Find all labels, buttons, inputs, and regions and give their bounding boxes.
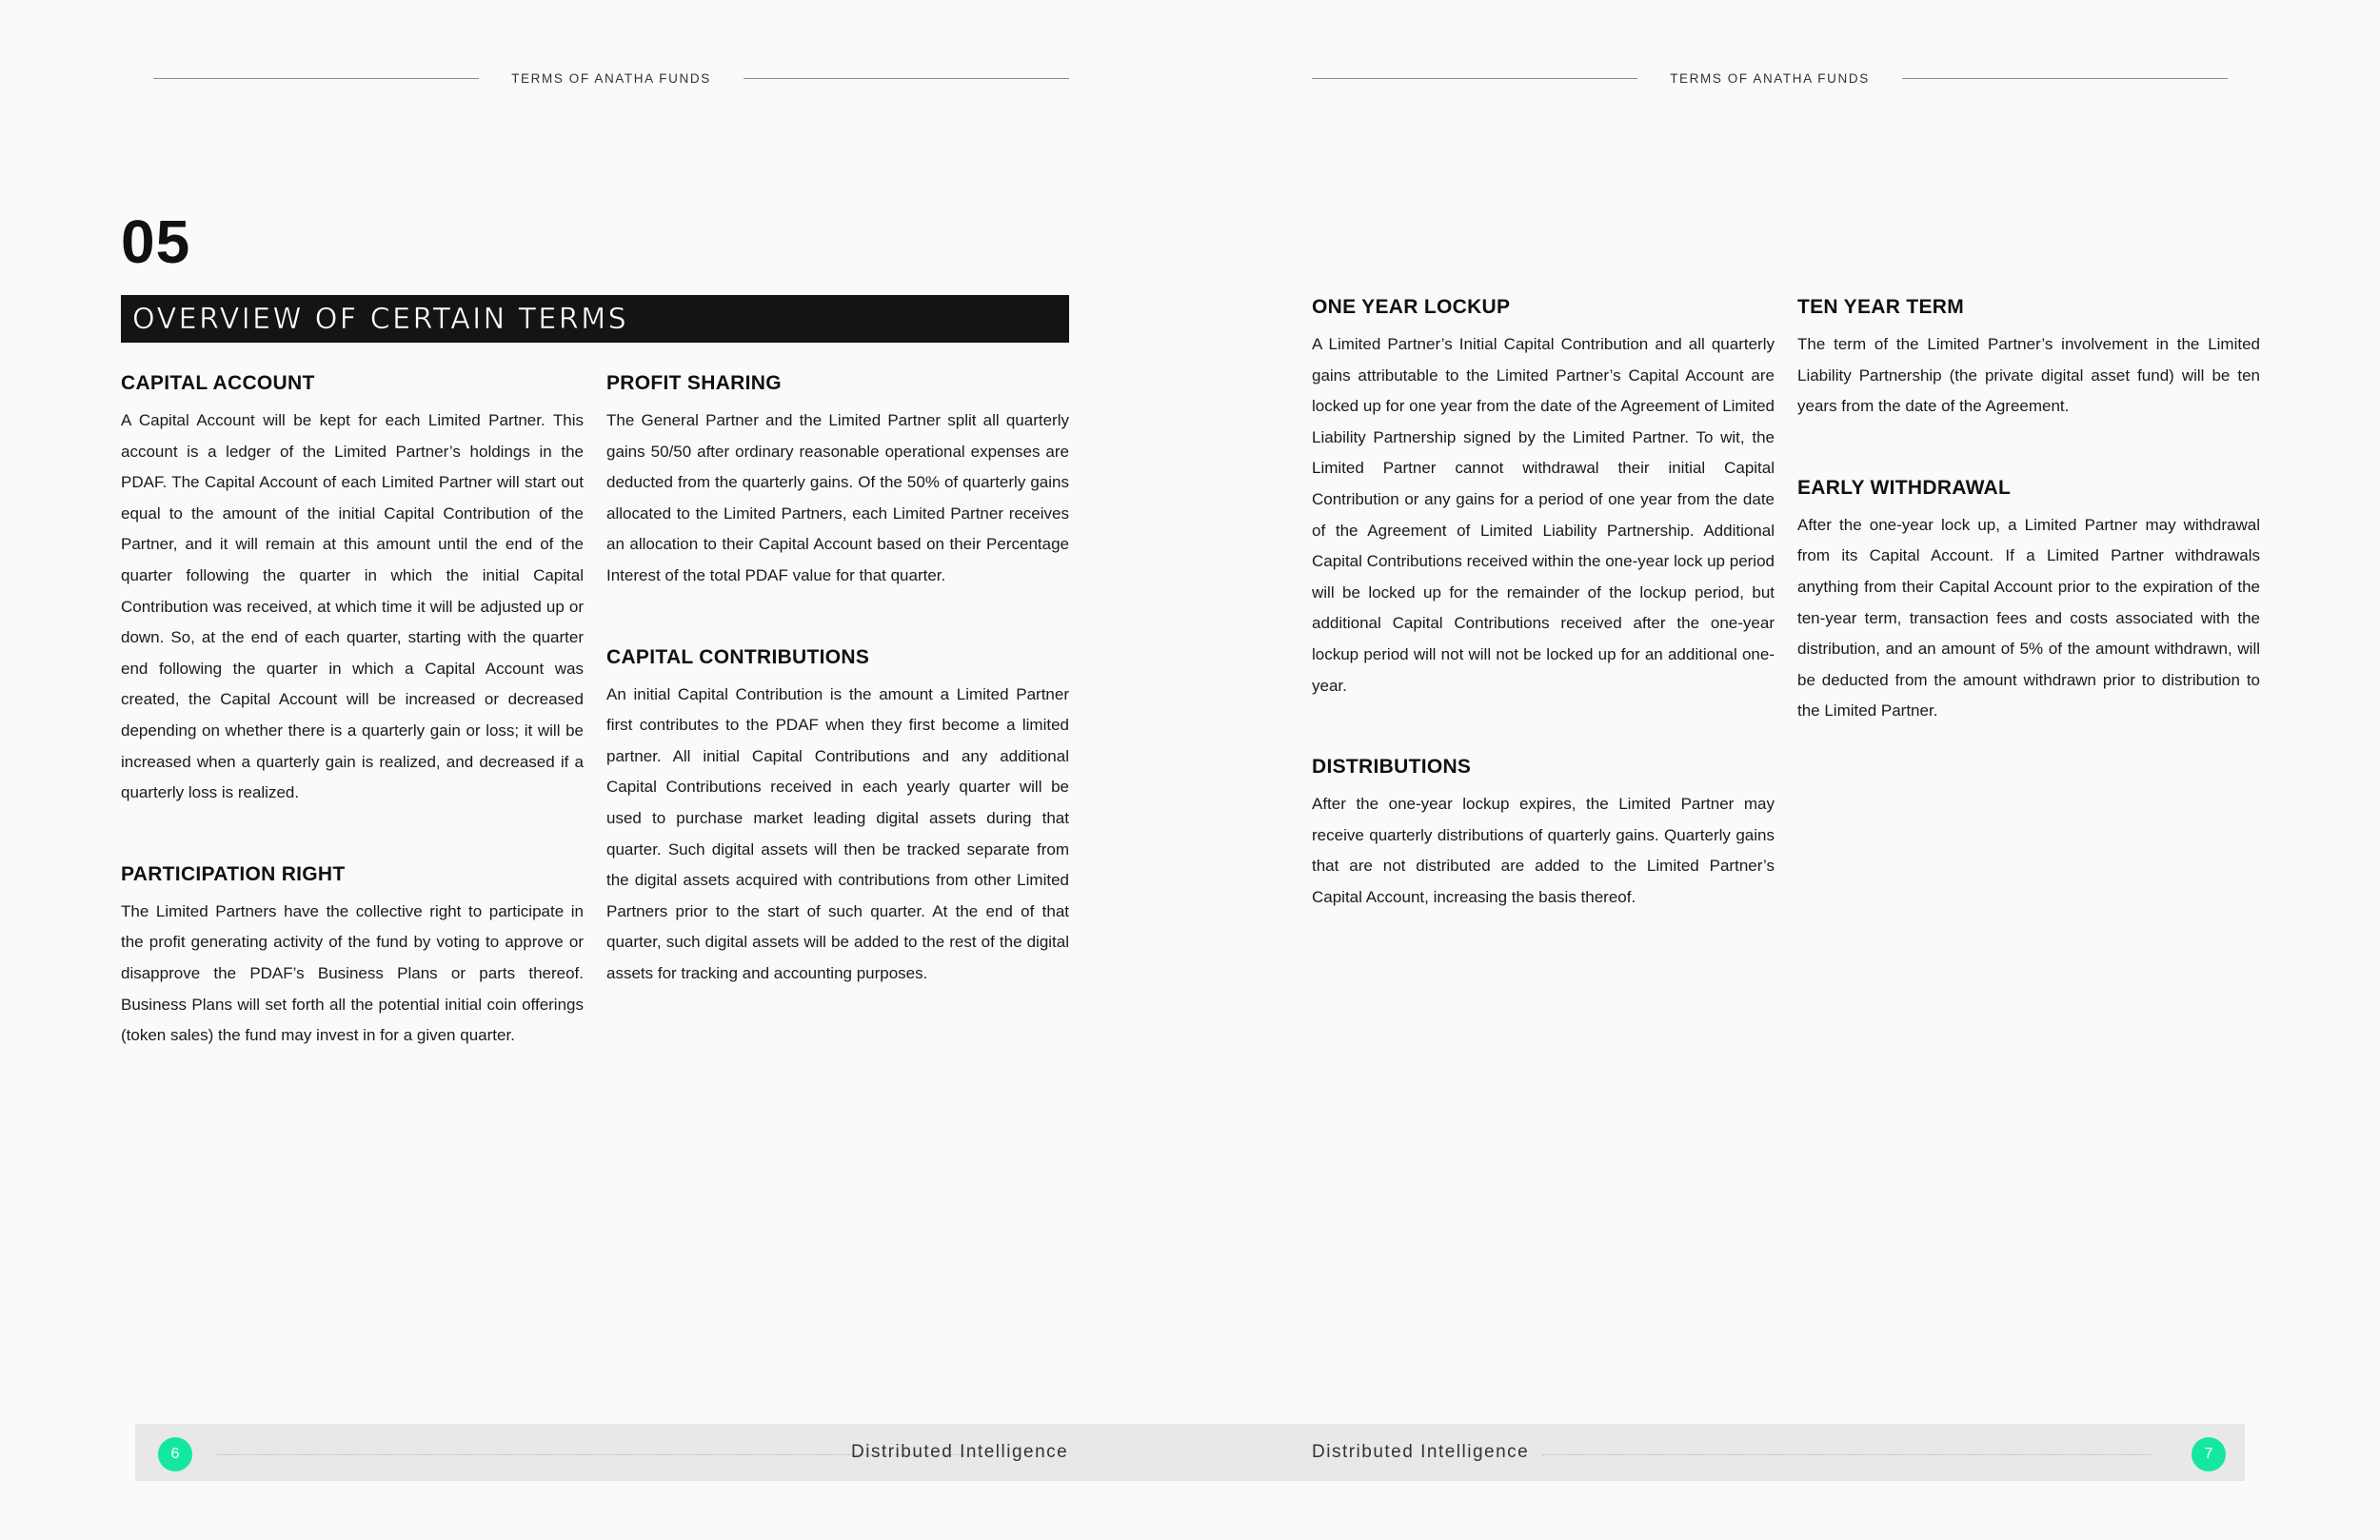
section-body: The term of the Limited Partner’s involvement in the Limited Liability Partnership (the private digital asset fund) will be ten years from the date of the Agreement.	[1797, 335, 2260, 416]
section-one-year-lockup	[1312, 295, 1775, 701]
section-distributions	[1312, 755, 1775, 913]
section-heading: PARTICIPATION RIGHT	[121, 862, 346, 885]
section-title: OVERVIEW OF CERTAIN TERMS	[132, 302, 629, 336]
section-heading: EARLY WITHDRAWAL	[1797, 476, 2012, 499]
section-capital-contributions	[606, 645, 1069, 990]
section-heading: PROFIT SHARING	[606, 372, 782, 394]
header-rule	[1312, 78, 1637, 79]
section-body: The Limited Partners have the collective right to participate in the profit generating activity of the fund by voting to approve or disapprove the PDAF’s Business Plans or parts thereof. Business Plans will set forth all the potential initial coin offerings (token sales) the fund may invest in for a given quarter.	[121, 901, 584, 1045]
section-capital-account	[121, 371, 584, 809]
section-title-bar	[121, 295, 1069, 343]
running-head-label: TERMS OF ANATHA FUNDS	[511, 70, 711, 86]
section-body: A Limited Partner’s Initial Capital Contribution and all quarterly gains attributable to the Limited Partner’s Capital Account are locked up for one year from the date of the Agreement of Limited Liability Partnership signed by the Limited Partner. To wit, the Limited Partner cannot withdrawal their initial Capital Contribution or any gains for a period of one year from the date of the Agreement of Limited Liability Partnership. Additional Capital Contributions received within the one-year lock up period will be locked up for the remainder of the lockup period, but additional Capital Contributions received after the one-year lockup period will not will not be locked up for an additional one-year.	[1312, 335, 1775, 695]
header-rule	[1902, 78, 2228, 79]
footer-dotted-rule	[1542, 1454, 2152, 1455]
left-page-column-1	[121, 371, 584, 1105]
header-rule	[744, 78, 1069, 79]
section-body: A Capital Account will be kept for each Limited Partner. This account is a ledger of the Limited Partner’s holdings in the PDAF. The Capital Account of each Limited Partner will start out equal to the amount of the initial Capital Contribution of the Partner, and it will remain at this amount until the end of the quarter following the quarter in which the initial Capital Contribution was received, at which time it will be adjusted up or down. So, at the end of each quarter, starting with the quarter end following the quarter in which a Capital Account was created, the Capital Account will be increased or decreased depending on whether there is a quarterly gain or loss; it will be increased when a quarterly gain is realized, and decreased if a quarterly loss is realized.	[121, 411, 584, 802]
left-page-column-2	[606, 371, 1069, 1043]
running-head-left	[153, 68, 1069, 89]
right-page-column-2	[1797, 295, 2260, 780]
section-body: After the one-year lockup expires, the Limited Partner may receive quarterly distributions of quarterly gains. Quarterly gains that are not distributed are added to the Limited Partner’s Capital Account, increasing the basis thereof.	[1312, 795, 1775, 906]
section-body: The General Partner and the Limited Partner split all quarterly gains 50/50 after ordinary reasonable operational expenses are deducted from the quarterly gains. Of the 50% of quarterly gains allocated to the Limited Partners, each Limited Partner receives an allocation to their Capital Account based on their Percentage Interest of the total PDAF value for that quarter.	[606, 411, 1069, 584]
page-number-badge-left: 6	[158, 1437, 192, 1471]
section-participation-right	[121, 862, 584, 1052]
section-profit-sharing	[606, 371, 1069, 592]
section-heading: TEN YEAR TERM	[1797, 296, 1965, 318]
section-heading: DISTRIBUTIONS	[1312, 756, 1472, 779]
page-number-badge-right: 7	[2192, 1437, 2226, 1471]
header-rule	[153, 78, 479, 79]
chapter-number: 05	[121, 207, 191, 276]
running-head-right	[1312, 68, 2228, 89]
right-page-column-1	[1312, 295, 1775, 967]
section-ten-year-term	[1797, 295, 2260, 423]
section-heading: CAPITAL ACCOUNT	[121, 372, 315, 394]
footer-text-right: Distributed Intelligence	[1312, 1442, 1530, 1462]
section-early-withdrawal	[1797, 476, 2260, 727]
section-heading: CAPITAL CONTRIBUTIONS	[606, 645, 870, 668]
footer-bar	[135, 1424, 2245, 1481]
section-heading: ONE YEAR LOCKUP	[1312, 296, 1511, 318]
section-body: An initial Capital Contribution is the amount a Limited Partner first contributes to the PDAF when they first become a limited partner. All initial Capital Contributions and any additional Capital Contributions received in each yearly quarter will be used to purchase market leading digital assets during that quarter. Such digital assets will then be tracked separate from the digital assets acquired with contributions from other Limited Partners prior to the start of such quarter. At the end of that quarter, such digital assets will be added to the rest of the digital assets for tracking and accounting purposes.	[606, 684, 1069, 982]
running-head-label: TERMS OF ANATHA FUNDS	[1670, 70, 1870, 86]
section-body: After the one-year lock up, a Limited Partner may withdrawal from its Capital Account. If a Limited Partner withdrawals anything from their Capital Account prior to the expiration of the ten-year term, transaction fees and costs associated with the distribution, and an amount of 5% of the amount withdrawn, will be deducted from the amount withdrawn prior to distribution to the Limited Partner.	[1797, 515, 2260, 721]
footer-text-left: Distributed Intelligence	[851, 1442, 1069, 1462]
